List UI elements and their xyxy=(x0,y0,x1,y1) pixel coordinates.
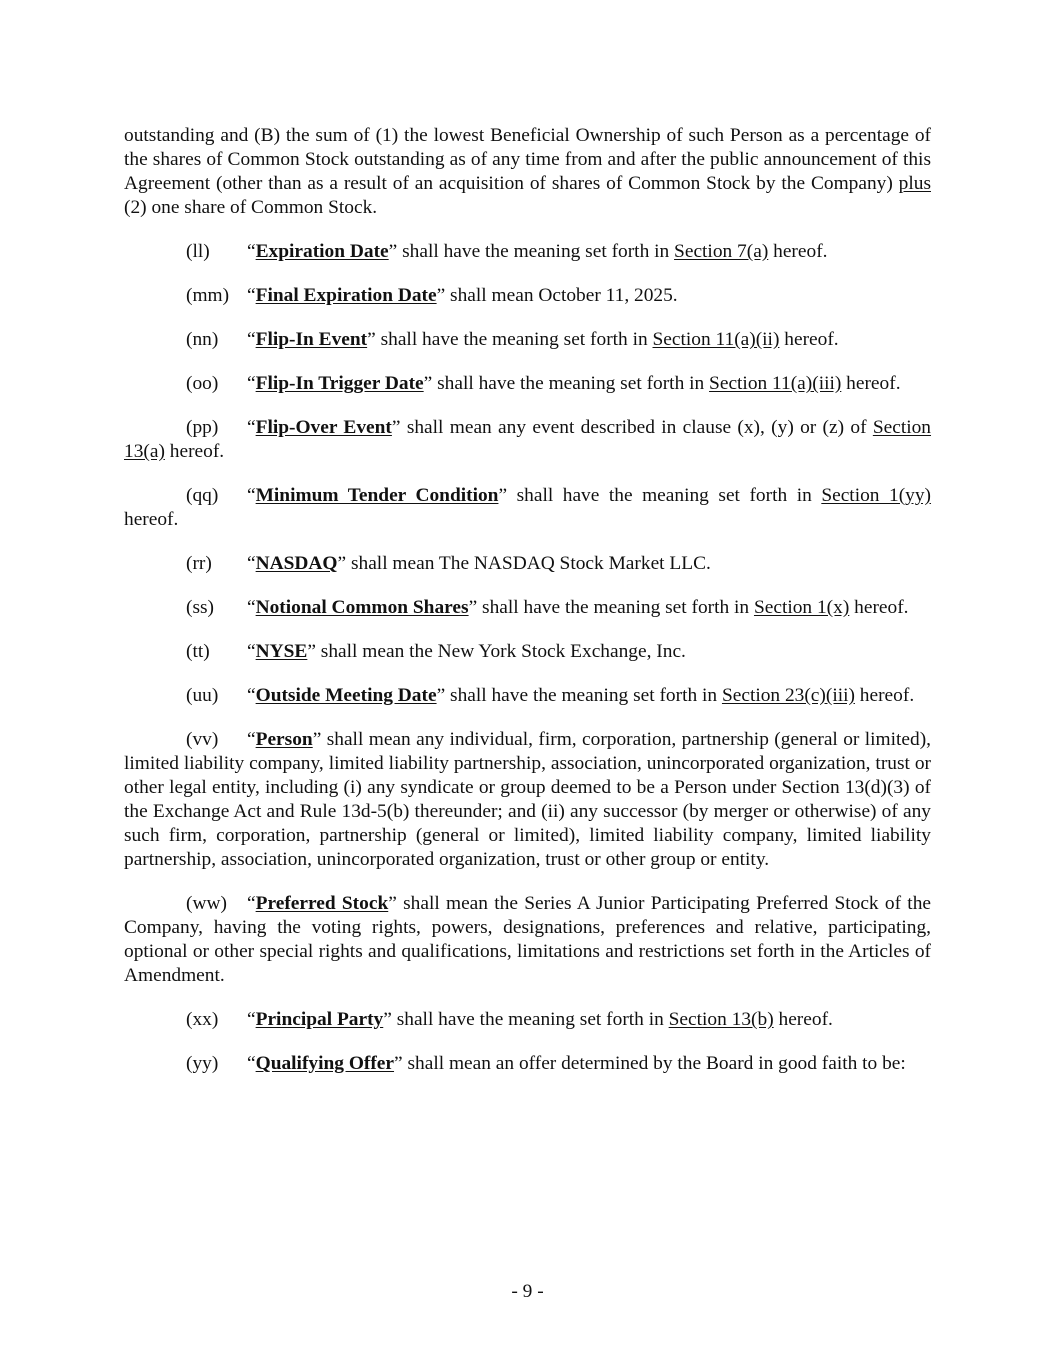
definition-text: ” shall mean an offer determined by the Board in good faith to be: xyxy=(394,1053,906,1074)
definition-qq: (qq) “Minimum Tender Condition” shall have the meaning set forth in Section 1(yy) hereof. xyxy=(124,485,932,530)
section-reference: Section 1(yy) xyxy=(821,485,932,506)
opening-paragraph xyxy=(124,124,931,220)
definition-label: (rr) xyxy=(186,553,212,574)
definition-label: (qq) xyxy=(186,485,219,506)
defined-term: Flip-Over Event xyxy=(255,417,392,438)
definition-text: ” shall mean the Series A Junior Participating Preferred Stock of the Company, having the voting rights, powers, designations, preferences and relative, participating, optional or other special rights and qualifications, limitations and restrictions set forth in the Articles of Amendment. xyxy=(124,893,931,986)
definition-xx: (xx) “Principal Party” shall have the meaning set forth in Section 13(b) hereof. xyxy=(186,1009,833,1030)
definition-text-end: hereof. xyxy=(124,509,179,530)
definition-label: (oo) xyxy=(186,373,219,394)
definition-vv: (vv) “Person” shall mean any individual, firm, corporation, partnership (general or limited), limited liability company, limited liability partnership, association, unincorporated organization, trust or other legal entity, including (i) any syndicate or group deemed to be a Person under Section 13(d)(3) of the Exchange Act and Rule 13d-5(b) thereunder; and (ii) any successor (by merger or otherwise) of any such firm, corporation, partnership (general or limited), limited liability company, limited liability partnership, association, unincorporated organization, trust or other group or entity. xyxy=(124,729,931,870)
defined-term: Notional Common Shares xyxy=(255,597,469,618)
defined-term: Preferred Stock xyxy=(255,893,389,914)
defined-term: Flip-In Trigger Date xyxy=(255,373,424,394)
section-reference: Section 7(a) xyxy=(674,241,769,262)
definition-text-end: hereof. xyxy=(779,329,839,350)
section-reference: Section 11(a)(ii) xyxy=(652,329,780,350)
definition-text: ” shall mean any individual, firm, corporation, partnership (general or limited), limited liability company, limited liability partnership, association, unincorporated organization, trust or other legal entity, including (i) any syndicate or group deemed to be a Person under Section 13(d)(3) of the Exchange Act and Rule 13d-5(b) thereunder; and (ii) any successor (by merger or otherwise) of any such firm, corporation, partnership (general or limited), limited liability company, limited liability partnership, association, unincorporated organization, trust or other group or entity. xyxy=(124,729,931,870)
definition-label: (uu) xyxy=(186,685,219,706)
definition-label: (pp) xyxy=(186,417,219,438)
definition-label: (ww) xyxy=(186,893,227,914)
definition-text-end: hereof. xyxy=(849,597,909,618)
opening-text-end: (2) one share of Common Stock. xyxy=(124,197,378,218)
definition-yy: (yy) “Qualifying Offer” shall mean an offer determined by the Board in good faith to be: xyxy=(186,1053,906,1074)
definition-label: (vv) xyxy=(186,729,219,750)
section-reference: Section 13(a) xyxy=(124,417,932,462)
section-reference: Section 23(c)(iii) xyxy=(721,685,855,706)
definition-text: ” shall have the meaning set forth in xyxy=(468,597,754,618)
definition-text: ” shall have the meaning set forth in xyxy=(498,485,822,506)
definition-tt: (tt) “NYSE” shall mean the New York Stock Exchange, Inc. xyxy=(186,641,686,662)
definition-pp: (pp) “Flip-Over Event” shall mean any event described in clause (x), (y) or (z) of Section 13(a) hereof. xyxy=(124,417,932,462)
section-reference: Section 13(b) xyxy=(668,1009,774,1030)
definition-text: ” shall have the meaning set forth in xyxy=(423,373,710,394)
section-reference: Section 11(a)(iii) xyxy=(709,373,842,394)
definition-text-end: hereof. xyxy=(768,241,828,262)
definition-text-end: hereof. xyxy=(854,685,915,706)
opening-text: outstanding and (B) the sum of (1) the lowest Beneficial Ownership of such Person as a percentage of the shares of Common Stock outstanding as of any time from and after the public announcement of this Agreement (other than as a result of an acquisition of shares of Common Stock by the Company) xyxy=(124,125,931,194)
definition-label: (tt) xyxy=(186,641,210,662)
defined-term: Person xyxy=(255,729,313,750)
definition-ss: (ss) “Notional Common Shares” shall have the meaning set forth in Section 1(x) hereof. xyxy=(186,597,909,618)
definition-oo: (oo) “Flip-In Trigger Date” shall have the meaning set forth in Section 11(a)(iii) hereof. xyxy=(186,373,901,394)
defined-term: NYSE xyxy=(255,641,308,662)
definition-text: ” shall mean October 11, 2025. xyxy=(436,285,678,306)
definition-text: ” shall have the meaning set forth in xyxy=(436,685,722,706)
definition-uu: (uu) “Outside Meeting Date” shall have the meaning set forth in Section 23(c)(iii) hereof. xyxy=(186,685,915,706)
definition-ww: (ww) “Preferred Stock” shall mean the Series A Junior Participating Preferred Stock of the Company, having the voting rights, powers, designations, preferences and relative, participating, optional or other special rights and qualifications, limitations and restrictions set forth in the Articles of Amendment. xyxy=(124,893,931,986)
document-body xyxy=(124,124,931,1096)
section-reference: Section 1(x) xyxy=(753,597,850,618)
definition-label: (xx) xyxy=(186,1009,219,1030)
defined-term: NASDAQ xyxy=(255,553,338,574)
plus-emphasis: plus xyxy=(898,173,931,194)
defined-term: Qualifying Offer xyxy=(255,1053,395,1074)
defined-term: Expiration Date xyxy=(255,241,389,262)
defined-term: Final Expiration Date xyxy=(255,285,437,306)
definition-nn: (nn) “Flip-In Event” shall have the meaning set forth in Section 11(a)(ii) hereof. xyxy=(186,329,839,350)
definition-label: (mm) xyxy=(186,285,230,306)
definition-text-end: hereof. xyxy=(773,1009,833,1030)
definition-mm: (mm) “Final Expiration Date” shall mean October 11, 2025. xyxy=(186,285,678,306)
definition-label: (ss) xyxy=(186,597,215,618)
definition-label: (nn) xyxy=(186,329,219,350)
definition-text: ” shall mean The NASDAQ Stock Market LLC. xyxy=(337,553,711,574)
defined-term: Outside Meeting Date xyxy=(255,685,437,706)
definition-rr: (rr) “NASDAQ” shall mean The NASDAQ Stock Market LLC. xyxy=(186,553,711,574)
defined-term: Principal Party xyxy=(255,1009,384,1030)
definition-text: ” shall have the meaning set forth in xyxy=(388,241,675,262)
definition-label: (ll) xyxy=(186,241,210,262)
definition-label: (yy) xyxy=(186,1053,219,1074)
definition-text-end: hereof. xyxy=(164,441,225,462)
defined-term: Flip-In Event xyxy=(255,329,368,350)
page-number: - 9 - xyxy=(511,1281,544,1302)
definition-text: ” shall have the meaning set forth in xyxy=(383,1009,669,1030)
definition-text: ” shall have the meaning set forth in xyxy=(367,329,653,350)
definition-ll: (ll) “Expiration Date” shall have the meaning set forth in Section 7(a) hereof. xyxy=(186,241,828,262)
definition-text: ” shall mean the New York Stock Exchange, Inc. xyxy=(307,641,686,662)
definition-text: ” shall mean any event described in clause (x), (y) or (z) of xyxy=(391,417,873,438)
defined-term: Minimum Tender Condition xyxy=(255,485,499,506)
definition-text-end: hereof. xyxy=(841,373,901,394)
